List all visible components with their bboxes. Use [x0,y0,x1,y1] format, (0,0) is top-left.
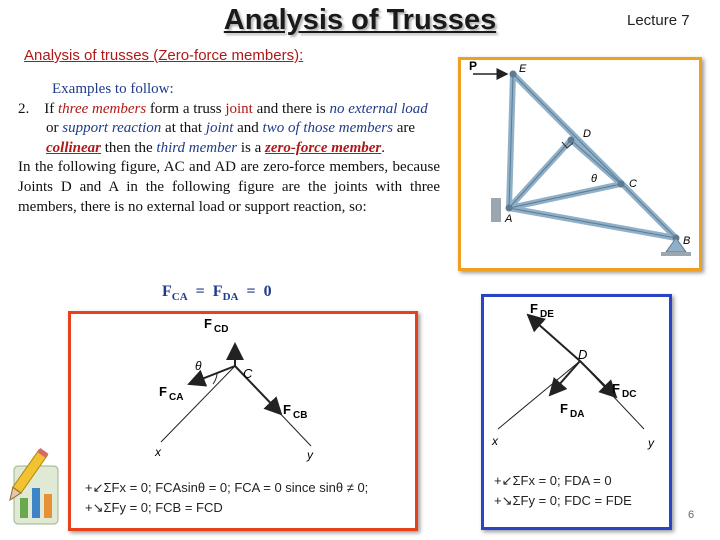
explanation-paragraph: In the following figure, AC and AD are zero-force members, because Joints D and A in the following figure are the joints with three members, there is no external load or support reaction, so: [18,159,440,215]
axis-x-line-d [498,361,580,429]
label-theta: θ [591,173,597,185]
eq-f1: F [162,283,172,300]
eq-mid: = [187,283,213,300]
rule-text-13: are [396,120,416,137]
label-y-c: y [307,448,313,462]
slide-number: 6 [688,509,695,521]
rule-text-2: three members [58,100,147,117]
truss-diagram [461,60,699,268]
examples-heading: Examples to follow: [52,81,174,97]
rule-text-17: is a [240,139,262,156]
label-d-joint: D [578,347,588,362]
label-p: P [469,60,478,73]
rule-text-15: then the [104,139,153,156]
label-fde-sub: DE [540,309,554,320]
rule-text-1: If [44,100,55,117]
joint-d-eq1: +↙ΣFx = 0; FDA = 0 [494,473,612,488]
force-cb-arrow [235,366,281,414]
wall-support [491,198,501,222]
label-e: E [519,63,527,75]
pencil-chart-icon [4,446,66,536]
force-da-arrow [550,361,580,395]
rule-text-10: joint [205,120,234,137]
rule-text-4: joint [225,100,253,117]
rule-text-14: collinear [46,139,101,156]
eq-sub2: DA [222,291,239,304]
label-fdc-sub: DC [622,389,637,400]
lecture-label: Lecture 7 [627,12,690,29]
zero-force-equation [162,283,272,303]
rule-text-9: at that [165,120,203,137]
rule-text-18: zero-force member [265,139,382,156]
label-x-c: x [155,445,161,459]
section-subtitle: Analysis of trusses (Zero-force members): [24,47,304,64]
eq-sub1: CA [171,291,188,304]
label-fca-sub: CA [169,392,184,403]
rule-text-12: two of those members [262,120,393,137]
label-a: A [505,213,513,225]
label-b: B [683,235,691,247]
truss-figure [458,57,702,271]
label-fcb-sub: CB [293,410,308,421]
label-fca: F [159,384,167,399]
rule-text-3: form a truss [149,100,222,117]
label-fdc: F [612,381,620,396]
label-c: C [629,178,637,190]
force-de-arrow [528,315,580,361]
label-y-d: y [648,436,654,450]
joint-d-eq2: +↘ΣFy = 0; FDC = FDE [494,493,632,508]
axis-x-line [161,366,235,442]
label-fde: F [530,301,538,316]
rule-text-6: no external load [329,100,428,117]
label-fcd-sub: CD [214,324,229,335]
joint-d-figure [481,294,672,530]
rule-text-5: and there is [256,100,326,117]
rule-text-8: support reaction [62,120,162,137]
eq-f2: F [212,283,223,300]
body-text [18,80,440,217]
label-x-d: x [492,434,498,448]
joint-c-eq2: +↘ΣFy = 0; FCB = FCD [85,500,223,515]
rule-number: 2. [18,100,30,117]
eq-end: = 0 [238,283,272,300]
label-fda-sub: DA [570,409,585,420]
label-fcd: F [204,316,212,331]
joint-d-diagram [484,297,669,527]
joint-c-eq1: +↙ΣFx = 0; FCAsinθ = 0; FCA = 0 since sinθ ≠ 0; [85,480,369,495]
joint-c-figure [68,311,418,531]
label-d: D [583,128,591,140]
rule-text-16: third member [156,139,238,156]
rule-text-19: . [381,139,385,156]
label-theta-c: θ [195,359,202,373]
force-dc-arrow [580,361,616,397]
rule-text-11: and [237,120,259,137]
rule-item [18,100,440,159]
joint-c-diagram [71,314,415,528]
label-c-joint: C [243,366,253,381]
page-title: Analysis of Trusses [223,4,497,36]
label-fcb: F [283,402,291,417]
rule-text-7: or [46,120,59,137]
label-fda: F [560,401,568,416]
